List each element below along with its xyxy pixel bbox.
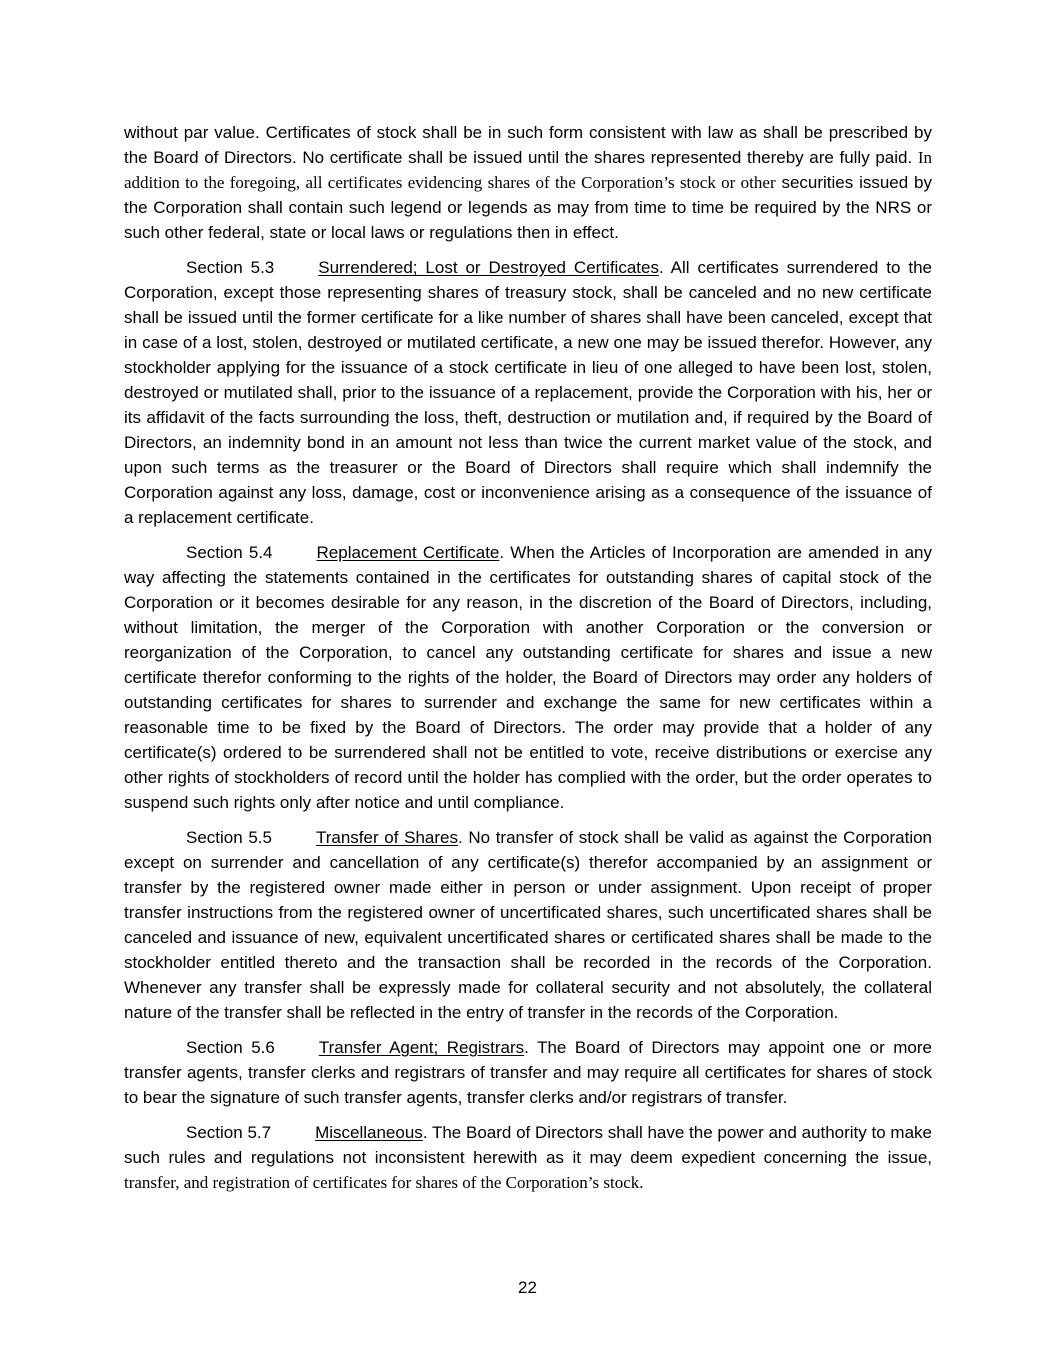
- document-page: [124, 120, 932, 1205]
- section-5-7-label: Section 5.7: [186, 1123, 272, 1142]
- section-5-6-label: Section 5.6: [186, 1038, 275, 1057]
- continuation-text-2: securities issued by the Corporation shall contain such legend or legends as may from time to time be required by the NRS or such other federal, state or local laws or regulations then in effect.: [124, 173, 932, 242]
- section-5-4-label: Section 5.4: [186, 543, 273, 562]
- section-5-4-title: Replacement Certificate: [316, 543, 500, 562]
- continuation-text-serif: In addition to the foregoing, all certificates evidencing shares of the Corporation’s stock or other: [124, 148, 932, 192]
- section-5-5-label: Section 5.5: [186, 828, 272, 847]
- section-5-3-label: Section 5.3: [186, 258, 275, 277]
- section-5-7-body: . The Board of Directors shall have the power and authority to make such rules and regulations not inconsistent herewith as it may deem expedient concerning the issue,: [124, 1123, 932, 1167]
- section-5-5-paragraph: [124, 825, 932, 1025]
- section-5-6-paragraph: [124, 1035, 932, 1110]
- section-5-5-body: . No transfer of stock shall be valid as against the Corporation except on surrender and cancellation of any certificate(s) therefor accompanied by an assignment or transfer by the registered owner made either in person or under assignment. Upon receipt of proper transfer instructions from the registered owner of uncertificated shares, such uncertificated shares shall be canceled and issuance of new, equivalent uncertificated shares or certificated shares shall be made to the stockholder entitled thereto and the transaction shall be recorded in the records of the Corporation. Whenever any transfer shall be expressly made for collateral security and not absolutely, the collateral nature of the transfer shall be reflected in the entry of transfer in the records of the Corporation.: [124, 828, 932, 1022]
- page-number: 22: [518, 1278, 537, 1297]
- section-5-7-title: Miscellaneous: [315, 1123, 423, 1142]
- section-5-6-body: . The Board of Directors may appoint one or more transfer agents, transfer clerks and registrars of transfer and may require all certificates for shares of stock to bear the signature of such transfer agents, transfer clerks and/or registrars of transfer.: [124, 1038, 932, 1107]
- section-5-5-title: Transfer of Shares: [315, 828, 458, 847]
- section-5-3-body: . All certificates surrendered to the Corporation, except those representing shares of treasury stock, shall be canceled and no new certificate shall be issued until the former certificate for a like number of shares shall have been canceled, except that in case of a lost, stolen, destroyed or mutilated certificate, a new one may be issued therefor. However, any stockholder applying for the issuance of a stock certificate in lieu of one alleged to have been lost, stolen, destroyed or mutilated shall, prior to the issuance of a replacement, provide the Corporation with his, her or its affidavit of the facts surrounding the loss, theft, destruction or mutilation and, if required by the Board of Directors, an indemnity bond in an amount not less than twice the current market value of the stock, and upon such terms as the treasurer or the Board of Directors shall require which shall indemnify the Corporation against any loss, damage, cost or inconvenience arising as a consequence of the issuance of a replacement certificate.: [124, 258, 932, 527]
- section-5-7-paragraph: [124, 1120, 932, 1195]
- section-5-7-body-serif: transfer, and registration of certificates for shares of the Corporation’s stock.: [124, 1173, 644, 1192]
- continuation-text-1: without par value. Certificates of stock shall be in such form consistent with law as shall be prescribed by the Board of Directors. No certificate shall be issued until the shares represented thereby are fully paid.: [124, 123, 932, 167]
- section-5-4-body: . When the Articles of Incorporation are amended in any way affecting the statements contained in the certificates for outstanding shares of capital stock of the Corporation or it becomes desirable for any reason, in the discretion of the Board of Directors, including, without limitation, the merger of the Corporation with another Corporation or the conversion or reorganization of the Corporation, to cancel any outstanding certificate for shares and issue a new certificate therefor conforming to the rights of the holder, the Board of Directors may order any holders of outstanding certificates for shares to surrender and exchange the same for new certificates within a reasonable time to be fixed by the Board of Directors. The order may provide that a holder of any certificate(s) ordered to be surrendered shall not be entitled to vote, receive distributions or exercise any other rights of stockholders of record until the holder has complied with the order, but the order operates to suspend such rights only after notice and until compliance.: [124, 543, 933, 812]
- continuation-paragraph: [124, 120, 932, 245]
- section-5-3-paragraph: [124, 255, 932, 530]
- section-5-4-paragraph: [124, 540, 932, 815]
- section-5-3-title: Surrendered; Lost or Destroyed Certificates: [318, 258, 659, 277]
- section-5-6-title: Transfer Agent; Registrars: [318, 1038, 525, 1057]
